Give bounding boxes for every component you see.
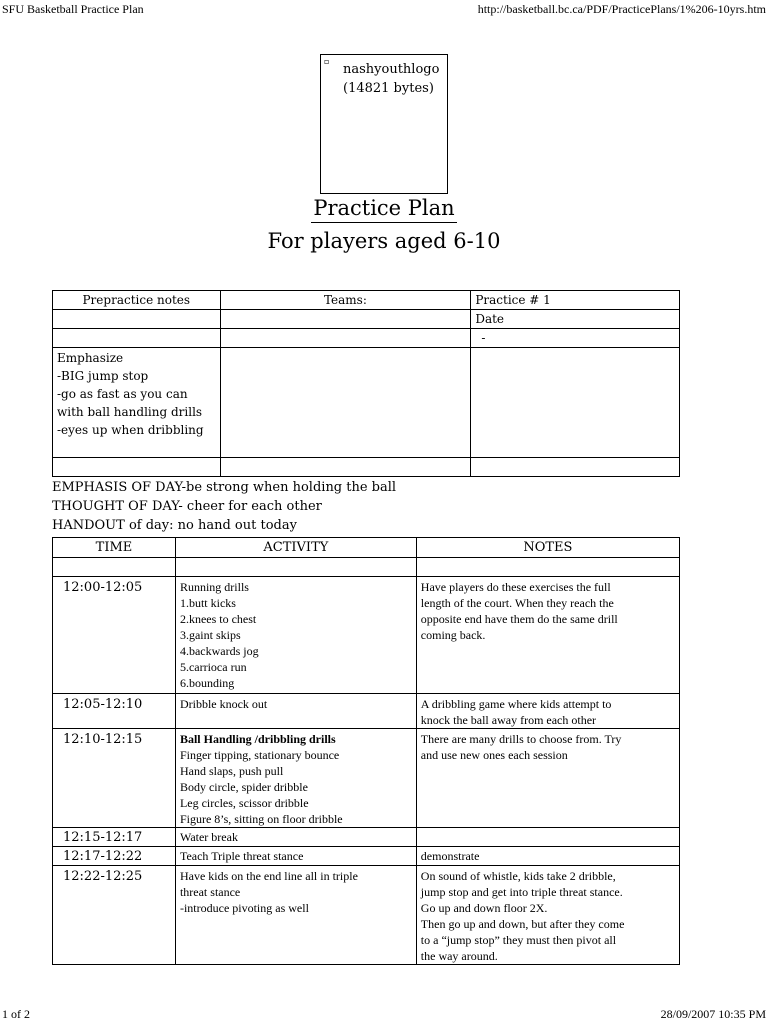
note-line: Emphasize	[57, 351, 124, 365]
prepractice-notes-cell	[53, 348, 221, 458]
notes-line: knock the ball away from each other	[420, 713, 597, 727]
time-header: TIME	[53, 538, 176, 558]
table-row	[53, 847, 680, 866]
time-cell: 12:00-12:05	[53, 577, 176, 694]
notes-line: There are many drills to choose from. Try	[420, 732, 622, 746]
empty-cell	[471, 348, 680, 458]
activity-line: -introduce pivoting as well	[179, 901, 309, 915]
notes-line: Then go up and down, but after they come	[420, 917, 625, 931]
notes-line: to a “jump stop” they must then pivot all	[420, 933, 617, 947]
empty-cell	[220, 458, 471, 477]
notes-line: jump stop and get into triple threat stance.	[420, 885, 623, 899]
activity-cell	[175, 694, 416, 729]
table-row	[53, 694, 680, 729]
note-line: with ball handling drills	[57, 405, 203, 419]
empty-cell	[53, 558, 176, 577]
page-title: Practice Plan	[0, 196, 768, 220]
thought-of-day: THOUGHT OF DAY- cheer for each other	[52, 499, 322, 514]
activity-line: Leg circles, scissor dribble	[179, 796, 309, 810]
activity-line: Figure 8’s, sitting on floor dribble	[179, 812, 343, 826]
activity-line: Teach Triple threat stance	[179, 849, 304, 863]
handout-of-day: HANDOUT of day: no hand out today	[52, 518, 297, 533]
notes-cell	[416, 729, 679, 828]
activity-line: Have kids on the end line all in triple	[179, 869, 358, 883]
note-line: -eyes up when dribbling	[57, 423, 204, 437]
date-dash: -	[471, 329, 680, 348]
empty-cell	[416, 558, 679, 577]
empty-cell	[53, 329, 221, 348]
activity-cell	[175, 866, 416, 965]
activity-line: Body circle, spider dribble	[179, 780, 308, 794]
activity-line: Hand slaps, push pull	[179, 764, 284, 778]
logo-size: (14821 bytes)	[343, 81, 434, 96]
activity-line: 2.knees to chest	[179, 612, 257, 626]
activity-cell	[175, 577, 416, 694]
table-row	[53, 729, 680, 828]
browser-url[interactable]: http://basketball.bc.ca/PDF/PracticePlans/1%206-10yrs.htm	[477, 2, 766, 16]
activity-line: 3.gaint skips	[179, 628, 241, 642]
notes-line: the way around.	[420, 949, 498, 963]
notes-line: demonstrate	[420, 849, 480, 863]
activity-header: ACTIVITY	[175, 538, 416, 558]
empty-cell	[220, 348, 471, 458]
activity-line: Finger tipping, stationary bounce	[179, 748, 340, 762]
empty-cell	[53, 310, 221, 329]
page-subtitle: For players aged 6-10	[267, 229, 501, 253]
notes-line: length of the court. When they reach the	[420, 596, 614, 610]
activity-cell	[175, 729, 416, 828]
notes-line: A dribbling game where kids attempt to	[420, 697, 612, 711]
note-line: -go as fast as you can	[57, 387, 188, 401]
activity-line: 1.butt kicks	[179, 596, 236, 610]
time-cell: 12:22-12:25	[53, 866, 176, 965]
notes-line: Go up and down floor 2X.	[420, 901, 548, 915]
time-cell: 12:05-12:10	[53, 694, 176, 729]
page-indicator: 1 of 2	[2, 1007, 30, 1021]
activity-cell	[175, 847, 416, 866]
notes-cell	[416, 694, 679, 729]
notes-cell	[416, 828, 679, 847]
browser-title: SFU Basketball Practice Plan	[2, 2, 144, 16]
broken-image-icon: ▫	[324, 57, 330, 66]
activity-heading: Ball Handling /dribbling drills	[179, 732, 336, 746]
logo-placeholder	[320, 54, 448, 194]
notes-cell	[416, 577, 679, 694]
activity-cell	[175, 828, 416, 847]
table-row	[53, 577, 680, 694]
activity-line: 5.carrioca run	[179, 660, 247, 674]
table-row	[53, 866, 680, 965]
emphasis-of-day: EMPHASIS OF DAY-be strong when holding the ball	[52, 480, 397, 495]
practice-plan-table	[52, 537, 680, 965]
time-cell: 12:15-12:17	[53, 828, 176, 847]
notes-cell	[416, 847, 679, 866]
activity-line: threat stance	[179, 885, 241, 899]
date-label: Date	[471, 310, 680, 329]
activity-line: 4.backwards jog	[179, 644, 259, 658]
notes-line: coming back.	[420, 628, 486, 642]
table-row	[53, 828, 680, 847]
notes-cell	[416, 866, 679, 965]
practice-number: Practice # 1	[471, 291, 680, 310]
notes-line: opposite end have them do the same drill	[420, 612, 618, 626]
empty-cell	[220, 310, 471, 329]
prepractice-table	[52, 290, 680, 477]
empty-cell	[471, 458, 680, 477]
teams-header: Teams:	[220, 291, 471, 310]
notes-line: On sound of whistle, kids take 2 dribble,	[420, 869, 616, 883]
activity-line: Running drills	[179, 580, 249, 594]
logo-alt-text: nashyouthlogo	[343, 62, 440, 77]
notes-line: Have players do these exercises the full	[420, 580, 611, 594]
activity-line: 6.bounding	[179, 676, 235, 690]
time-cell: 12:10-12:15	[53, 729, 176, 828]
time-cell: 12:17-12:22	[53, 847, 176, 866]
empty-cell	[175, 558, 416, 577]
notes-line: and use new ones each session	[420, 748, 568, 762]
print-timestamp: 28/09/2007 10:35 PM	[660, 1007, 766, 1021]
note-line: -BIG jump stop	[57, 369, 149, 383]
empty-cell	[53, 458, 221, 477]
notes-header: NOTES	[416, 538, 679, 558]
prepractice-notes-header: Prepractice notes	[53, 291, 221, 310]
empty-cell	[220, 329, 471, 348]
activity-line: Water break	[179, 830, 238, 844]
activity-line: Dribble knock out	[179, 697, 268, 711]
